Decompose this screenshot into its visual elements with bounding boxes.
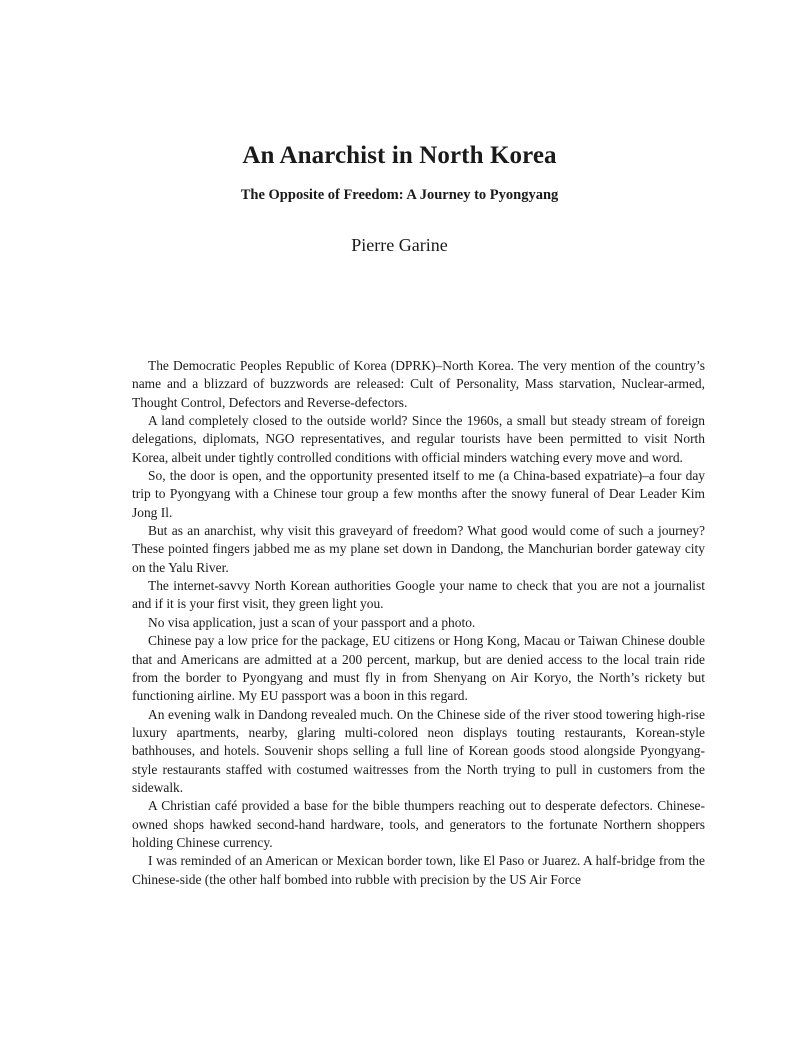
paragraph: So, the door is open, and the opportunity presented itself to me (a China-based expatriate)–a four day trip to Pyongyang with a Chinese tour group a few months after the snowy funeral of Dear Leader Kim Jong Il.: [132, 468, 705, 520]
paragraph: A land completely closed to the outside world? Since the 1960s, a small but steady stream of foreign delegations, diplomats, NGO representatives, and regular tourists have been permitted to visit North Korea, albeit under tightly controlled conditions with official minders watching every move and word.: [132, 413, 705, 465]
paragraph: No visa application, just a scan of your passport and a photo.: [148, 614, 476, 630]
author-name: Pierre Garine: [351, 235, 448, 255]
paragraph: But as an anarchist, why visit this graveyard of freedom? What good would come of such a journey? These pointed fingers jabbed me as my plane set down in Dandong, the Manchurian border gateway city on the Yalu River.: [132, 523, 705, 575]
paragraph: The Democratic Peoples Republic of Korea (DPRK)–North Korea. The very mention of the country’s name and a blizzard of buzzwords are released: Cult of Personality, Mass starvation, Nuclear-armed, Thought Control, Defectors and Reverse-defectors.: [132, 358, 705, 410]
paragraph: A Christian café provided a base for the bible thumpers reaching out to desperate defectors. Chinese-owned shops hawked second-hand hardware, tools, and generators to the fortunate Northern shoppers holding Chinese currency.: [132, 798, 705, 850]
document-subtitle: The Opposite of Freedom: A Journey to Pyongyang: [240, 187, 559, 203]
body-text: [132, 357, 705, 889]
paragraph: The internet-savvy North Korean authorities Google your name to check that you are not a journalist and if it is your first visit, they green light you.: [132, 578, 705, 612]
paragraph: I was reminded of an American or Mexican border town, like El Paso or Juarez. A half-bridge from the Chinese-side (the other half bombed into rubble with precision by the US Air Force: [132, 853, 705, 887]
paragraph: Chinese pay a low price for the package, EU citizens or Hong Kong, Macau or Taiwan Chinese double that and Americans are admitted at a 200 percent, markup, but are denied access to the local train ride from the border to Pyongyang and must fly in from Shenyang on Air Koryo, the North’s rickety but functioning airline. My EU passport was a boon in this regard.: [132, 633, 705, 704]
paragraph: An evening walk in Dandong revealed much. On the Chinese side of the river stood towering high-rise luxury apartments, nearby, glaring multi-colored neon displays touting restaurants, Korean-style bathhouses, and hotels. Souvenir shops selling a full line of Korean goods stood alongside Pyongyang-style restaurants staffed with costumed waitresses from the North trying to pull in customers from the sidewalk.: [132, 706, 705, 795]
document-title: An Anarchist in North Korea: [242, 142, 557, 169]
